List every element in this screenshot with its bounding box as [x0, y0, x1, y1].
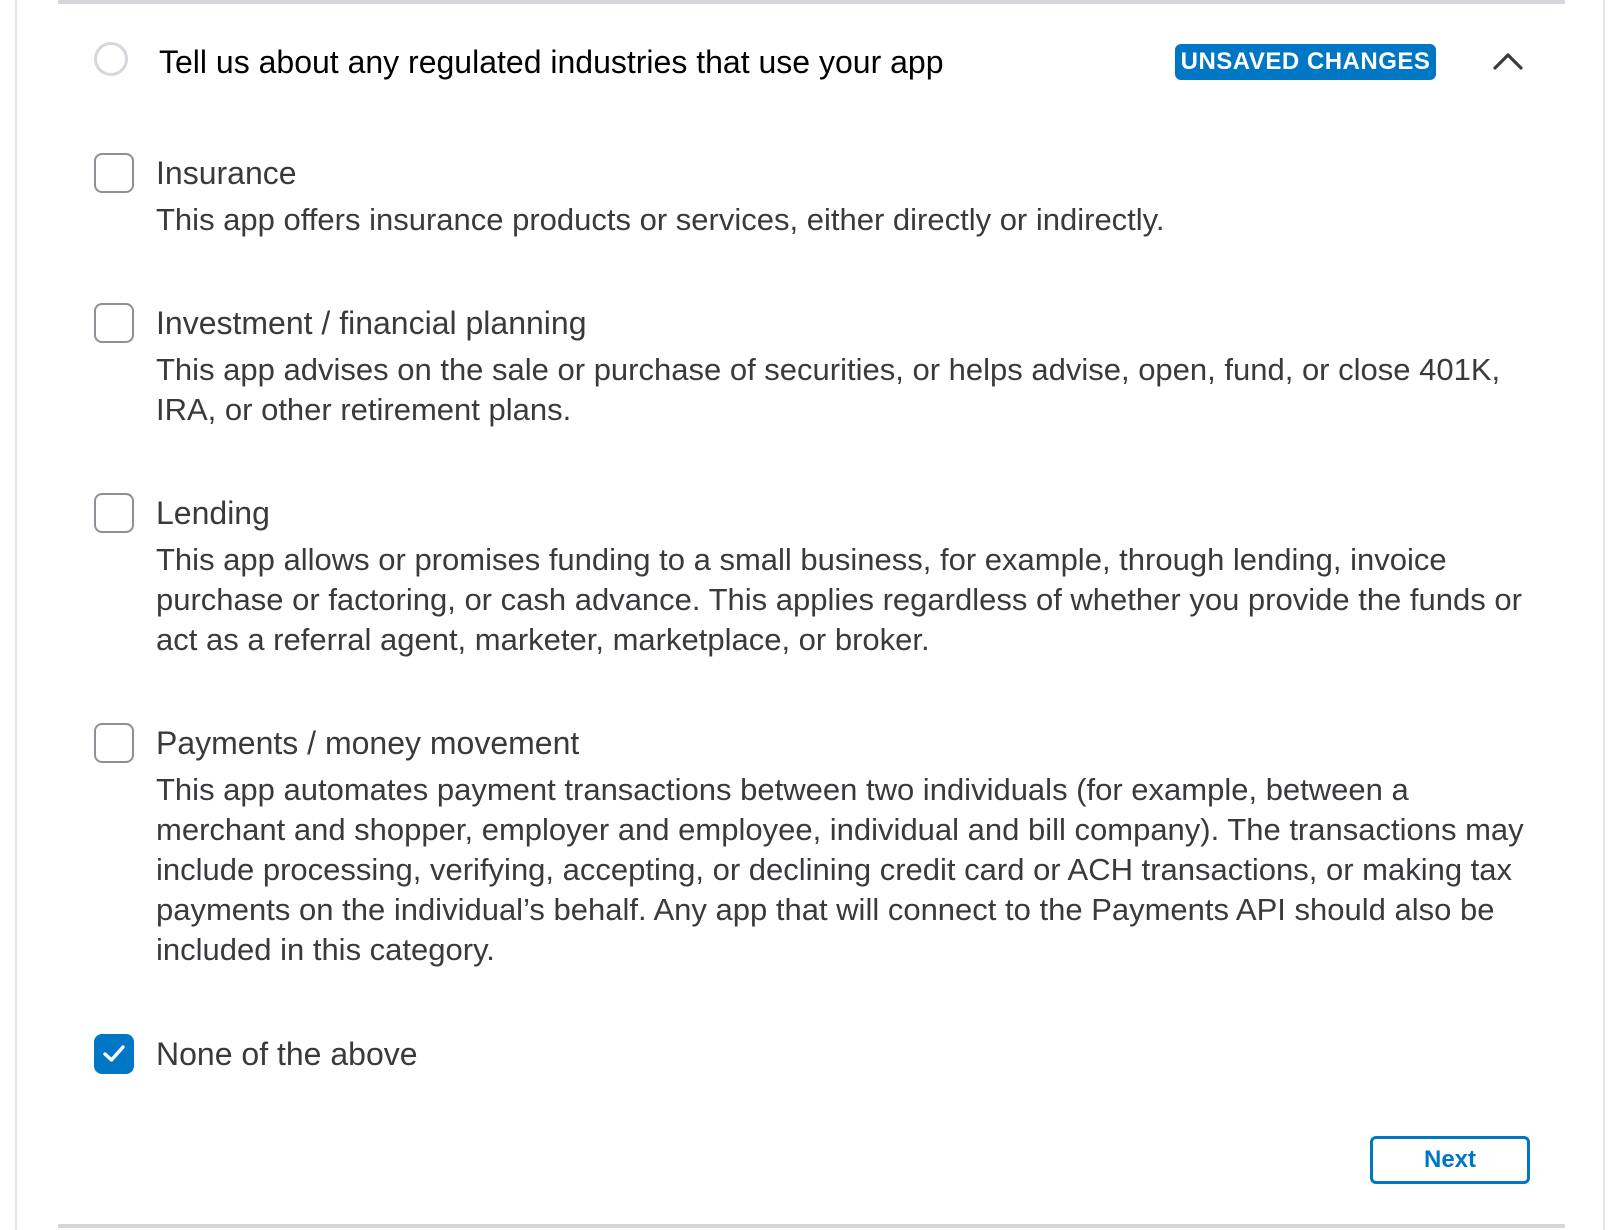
collapse-section-button[interactable] — [1488, 44, 1528, 80]
option-description: This app offers insurance products or services, either directly or indirectly. — [156, 202, 1165, 237]
lending-checkbox[interactable] — [94, 493, 134, 533]
section-title: Tell us about any regulated industries that use your app — [159, 44, 944, 80]
option-title: Payments / money movement — [156, 725, 580, 761]
option-title: None of the above — [156, 1036, 418, 1072]
step-status-circle-icon — [94, 42, 128, 76]
next-button[interactable]: Next — [1370, 1136, 1530, 1184]
option-description: This app allows or promises funding to a small business, for example, through lending, invoice purchase or factoring, or cash advance. This applies regardless of whether you provide the funds or act as a referral agent, marketer, marketplace, or broker. — [156, 542, 1522, 657]
option-title: Insurance — [156, 155, 297, 191]
insurance-checkbox[interactable] — [94, 153, 134, 193]
panel-border-right — [1603, 0, 1605, 1230]
chevron-up-icon — [1488, 44, 1528, 80]
investment-checkbox[interactable] — [94, 303, 134, 343]
payments-checkbox[interactable] — [94, 723, 134, 763]
section-divider-top — [58, 0, 1565, 4]
option-title: Lending — [156, 495, 270, 531]
section-divider-bottom — [58, 1224, 1565, 1228]
option-description: This app advises on the sale or purchase of securities, or helps advise, open, fund, or close 401K, IRA, or other retirement plans. — [156, 352, 1501, 427]
option-description: This app automates payment transactions between two individuals (for example, between a merchant and shopper, employer and employee, individual and bill company). The transactions may include processing, verifying, accepting, or declining credit card or ACH transactions, or making tax payments on the individual’s behalf. Any app that will connect to the Payments API should also be included in this category. — [156, 772, 1524, 967]
checkmark-icon — [102, 1043, 126, 1065]
panel-border-left — [15, 0, 17, 1230]
unsaved-changes-badge: UNSAVED CHANGES — [1175, 44, 1436, 80]
option-title: Investment / financial planning — [156, 305, 587, 341]
none-of-the-above-checkbox[interactable] — [94, 1034, 134, 1074]
